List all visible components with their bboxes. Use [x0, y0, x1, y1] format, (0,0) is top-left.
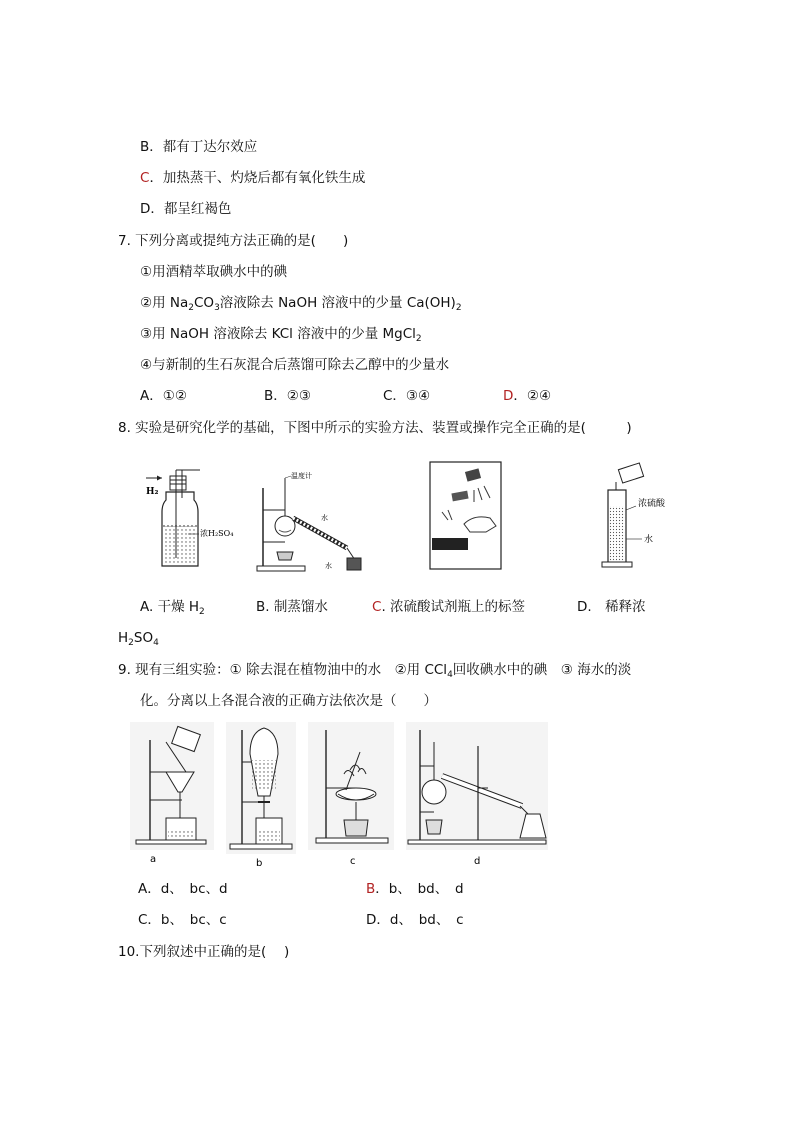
q8-fig-d-water-label: 水 — [644, 535, 654, 545]
q8-fig-b-thermometer-label: 温度计 — [291, 472, 312, 480]
q8-fig-d-acid-label: 浓硫酸 — [638, 499, 666, 509]
q9-figure-d-distillation — [406, 722, 548, 867]
q9-figure-b-separatory-funnel — [226, 722, 296, 869]
q8-option-d-cont-text: H — [118, 630, 129, 646]
q7-item-2-text: CO — [194, 295, 215, 311]
q9-option-a: A．d、 bc、d — [138, 881, 228, 897]
q7-item-2 — [140, 294, 462, 312]
q8-stem: 8. 实验是研究化学的基础，下图中所示的实验方法、装置或操作完全正确的是( ) — [118, 420, 632, 436]
q8-option-c-letter: C — [372, 599, 382, 615]
q9-option-b — [366, 880, 464, 898]
q9-figures — [130, 722, 550, 872]
q9-fig-d-label: d — [474, 856, 481, 867]
q8-option-c-text: . 浓硫酸试剂瓶上的标签 — [381, 599, 526, 615]
q9-stem-text: 回收碘水中的碘 ③ 海水的淡 — [452, 662, 632, 678]
q9-fig-b-label: b — [256, 858, 263, 869]
q8-option-d-continued — [118, 629, 159, 647]
q7-item-4: ④与新制的生石灰混合后蒸馏可除去乙醇中的少量水 — [140, 357, 450, 373]
q8-option-d-cont-sub: 2 — [128, 638, 134, 648]
q7-item-1: ①用酒精萃取碘水中的碘 — [140, 264, 288, 280]
q9-option-d: D．d、 bd、 c — [366, 912, 464, 928]
q7-item-3-sub: 2 — [415, 334, 422, 344]
q8-option-a — [140, 598, 205, 616]
q8-fig-a-acid-label: 浓H₂SO₄ — [200, 529, 234, 538]
q7-item-2-text: 溶液除去 NaOH 溶液中的少量 Ca(OH) — [219, 295, 456, 311]
q9-option-b-text: ．b、 bd、 d — [375, 881, 464, 897]
q8-figure-a-gas-bottle — [140, 468, 235, 573]
q6-option-c-text: ．加热蒸干、灼烧后都有氧化铁生成 — [149, 170, 366, 186]
q7-option-c: C．③④ — [383, 388, 431, 404]
q7-option-d-letter: D — [503, 388, 514, 404]
q9-figure-c-evaporation — [308, 722, 394, 867]
q7-item-2-sub: 2 — [188, 303, 194, 313]
q9-stem — [118, 661, 631, 679]
q7-option-d — [503, 387, 551, 405]
q7-option-b: B．②③ — [264, 388, 311, 404]
q6-option-d: D．都呈红褐色 — [140, 201, 232, 217]
q8-option-a-text: A. 干燥 H — [140, 599, 200, 615]
q8-option-d-cont-sub: 4 — [153, 638, 159, 648]
q9-stem-text: 9. 现有三组实验：① 除去混在植物油中的水 ②用 CCl — [118, 662, 448, 678]
q8-fig-b-water-out: 水 — [325, 562, 332, 570]
q9-fig-c-label: c — [350, 856, 356, 867]
q8-figure-b-distillation — [255, 470, 370, 575]
q7-item-2-text: ②用 Na — [140, 295, 189, 311]
q7-item-3 — [140, 325, 422, 343]
q7-item-3-text: ③用 NaOH 溶液除去 KCl 溶液中的少量 MgCl — [140, 326, 416, 342]
q6-option-c-letter: C — [140, 170, 150, 186]
q8-option-a-sub: 2 — [199, 607, 205, 617]
q8-option-d-cont-text: SO — [133, 630, 154, 646]
q7-stem: 7. 下列分离或提纯方法正确的是( ) — [118, 233, 349, 249]
q7-item-2-sub: 2 — [455, 303, 462, 313]
q8-fig-b-water-in: 水 — [321, 514, 328, 522]
q8-figure-c-label — [430, 462, 502, 570]
q8-option-c — [372, 598, 525, 616]
q7-option-a: A．①② — [140, 388, 187, 404]
q6-option-b: B．都有丁达尔效应 — [140, 139, 258, 155]
q9-figure-a-filtration — [130, 722, 214, 865]
q10-stem: 10.下列叙述中正确的是( ) — [118, 944, 290, 960]
q7-item-2-sub: 3 — [214, 303, 220, 313]
q8-fig-a-h2-label: H₂ — [146, 487, 159, 497]
q9-fig-a-label: a — [150, 854, 157, 865]
q7-option-d-text: ．②④ — [513, 388, 552, 404]
q9-option-c: C．b、 bc、c — [138, 912, 227, 928]
q6-option-c — [140, 169, 365, 187]
q8-option-d: D. 稀释浓 — [577, 599, 646, 615]
q9-stem-line2: 化。分离以上各混合液的正确方法依次是（ ） — [140, 693, 437, 709]
q9-option-b-letter: B — [366, 881, 376, 897]
q9-stem-sub: 4 — [447, 670, 453, 680]
q8-figure-d-dilution — [600, 462, 680, 574]
q8-option-b: B. 制蒸馏水 — [256, 599, 328, 615]
